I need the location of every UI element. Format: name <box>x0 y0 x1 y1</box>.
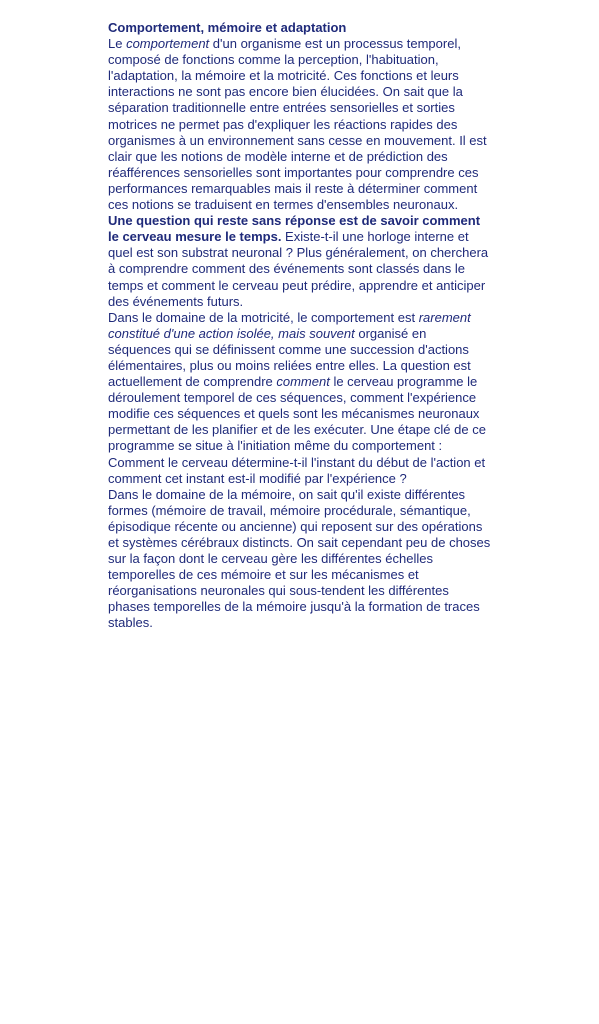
paragraph-behavior <box>108 36 492 213</box>
paragraph-time <box>108 213 492 310</box>
paragraph-behavior-text: d'un organisme est un processus temporel, composé de fonctions comme la perception, l'habituation, l'adaptation, la mémoire et la motricité. Ces fonctions et leurs interactions ne sont pas encore bien élucidées. On sait que la séparation traditionnelle entre entrées sensorielles et sorties motrices ne permet pas d'expliquer les réactions rapides des organismes à un environnement sans cesse en mouvement. Il est clair que les notions de modèle interne et de prédiction des réafférences sensorielles sont importantes pour comprendre ces performances remarquables mais il reste à déterminer comment ces notions se traduisent en termes d'ensembles neuronaux. <box>108 36 487 213</box>
paragraph-motricity-emphasis-2: comment <box>276 374 330 390</box>
paragraph-memory: Dans le domaine de la mémoire, on sait qu'il existe différentes formes (mémoire de travail, mémoire procédurale, sémantique, épisodique récente ou ancienne) qui reposent sur des opérations et systèmes cérébraux distincts. On sait cependant peu de choses sur la façon dont le cerveau gère les différentes échelles temporelles de ces mémoire et sur les mécanismes et réorganisations neuronales qui sous-tendent les différentes phases temporelles de la mémoire jusqu'à la formation de traces stables. <box>108 486 491 631</box>
paragraph-motricity-middle: organisé en séquences qui se définissent comme une succession d'actions élémentaires, plus ou moins reliées entre elles. La question est actuellement de comprendre <box>108 325 471 390</box>
paragraph-motricity <box>108 310 492 487</box>
document-page <box>108 20 492 632</box>
paragraph-motricity-emphasis-1: rarement constitué d'une action isolée, mais souvent <box>108 309 471 341</box>
paragraph-time-lead: Une question qui reste sans réponse est de savoir comment le cerveau mesure le temps. <box>108 213 481 245</box>
paragraph-behavior-start: Le <box>108 36 127 52</box>
paragraph-motricity-start: Dans le domaine de la motricité, le comportement est <box>108 309 419 325</box>
paragraph-motricity-end: le cerveau programme le déroulement temporel de ces séquences, comment l'expérience modifie ces séquences et quels sont les mécanismes neuronaux permettant de les planifier et de les exécuter. Une étape clé de ce programme se situe à l'initiation même du comportement : Comment le cerveau détermine-t-il l'instant du début de l'action et comment cet instant est-il modifié par l'expérience ? <box>108 374 486 486</box>
paragraph-behavior-emphasis: comportement <box>126 36 210 52</box>
paragraph-time-text: Existe-t-il une horloge interne et quel est son substrat neuronal ? Plus généralement, on cherchera à comprendre comment des événements sont classés dans le temps et comment le cerveau peut prédire, apprendre et anticiper des événements futurs. <box>108 229 489 309</box>
document-title: Comportement, mémoire et adaptation <box>108 20 347 35</box>
